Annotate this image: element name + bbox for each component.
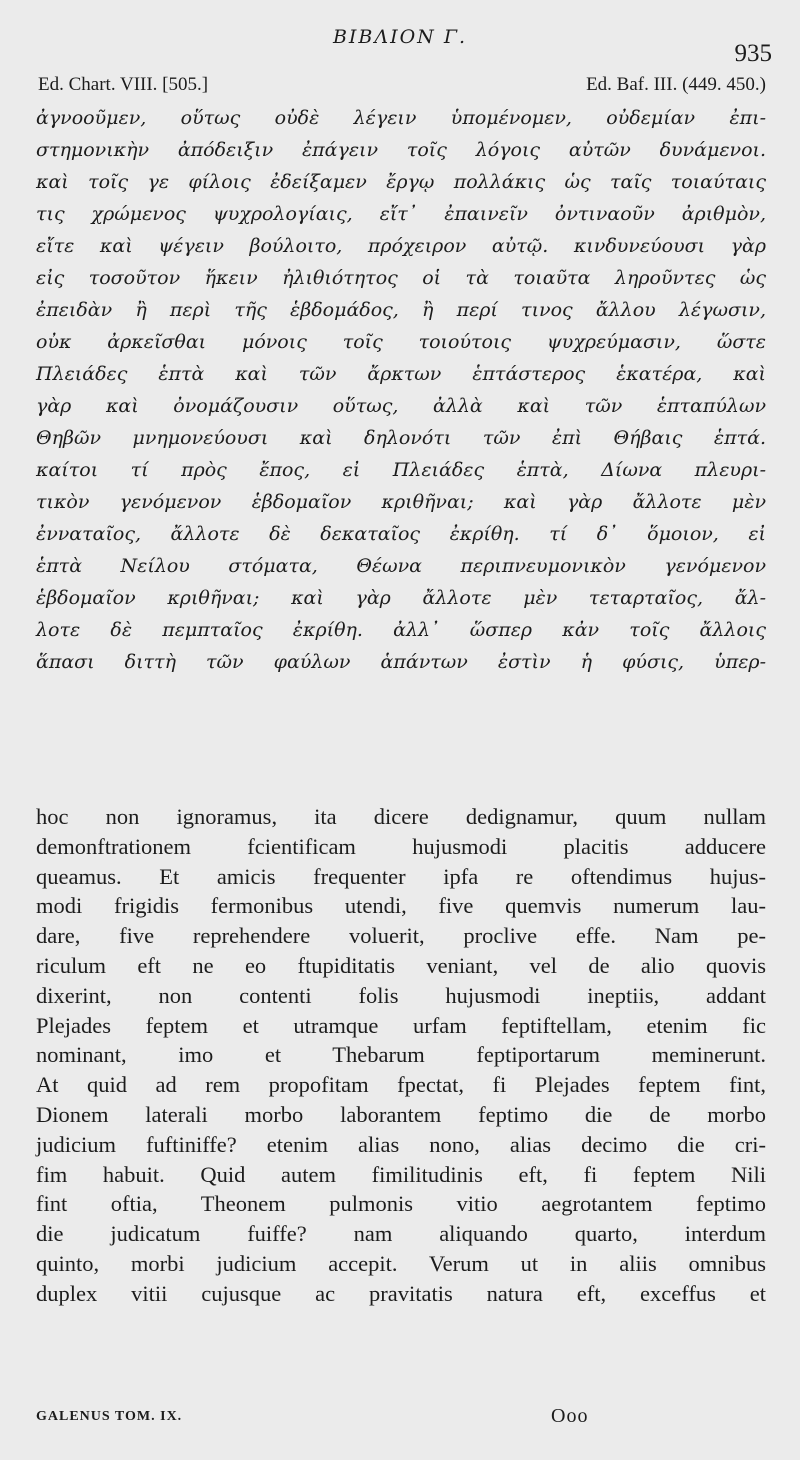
- greek-line: ἀγνοοῦμεν, οὕτως οὐδὲ λέγειν ὑπομένομεν, οὐδεμίαν ἐπι-: [36, 107, 766, 129]
- signature-mark: GALENUS TOM. IX.: [36, 1409, 183, 1424]
- greek-line: ἐνναταῖος, ἄλλοτε δὲ δεκαταῖος ἐκρίθη. τί δ᾽ ὅμοιον, εἰ: [36, 523, 766, 545]
- latin-line: hoc non ignoramus, ita dicere dedignamur, quum nullam: [36, 804, 766, 829]
- latin-line: Dionem laterali morbo laborantem feptimo die de morbo: [36, 1101, 766, 1127]
- latin-line: riculum eft ne eo ftupiditatis veniant, vel de alio quovis: [36, 952, 766, 978]
- greek-line: Θηβῶν μνημονεύουσι καὶ δηλονότι τῶν ἐπὶ Θήβαις ἑπτά.: [36, 427, 766, 449]
- greek-line: εἰς τοσοῦτον ἥκειν ἠλιθιότητος οἱ τὰ τοιαῦτα ληροῦντες ὡς: [36, 267, 766, 289]
- greek-line: στημονικὴν ἀπόδειξιν ἐπάγειν τοῖς λόγοις αὐτῶν δυνάμενοι.: [36, 139, 766, 161]
- greek-line: Πλειάδες ἑπτὰ καὶ τῶν ἄρκτων ἑπτάστερος ἑκατέρα, καὶ: [36, 363, 766, 385]
- greek-line: εἴτε καὶ ψέγειν βούλοιτο, πρόχειρον αὐτῷ. κινδυνεύουσι γὰρ: [36, 235, 766, 257]
- latin-line: judicium fuftiniffe? etenim alias nono, alias decimo die cri-: [36, 1131, 766, 1157]
- latin-line: demonftrationem fcientificam hujusmodi placitis adducere: [36, 833, 766, 859]
- latin-line: At quid ad rem propofitam fpectat, fi Plejades feptem fint,: [36, 1072, 766, 1098]
- latin-line: die judicatum fuiffe? nam aliquando quarto, interdum: [36, 1221, 766, 1247]
- latin-line: fint oftia, Theonem pulmonis vitio aegrotantem feptimo: [36, 1191, 766, 1217]
- greek-line: ἑπτὰ Νείλου στόματα, Θέωνα περιπνευμονικὸν γενόμενον: [36, 555, 766, 577]
- latin-line: duplex vitii cujusque ac pravitatis natura eft, exceffus et: [36, 1280, 766, 1306]
- edition-chartier-ref: Ed. Chart. VIII. [505.]: [38, 74, 209, 95]
- edition-references: [38, 74, 766, 96]
- greek-line: οὐκ ἀρκεῖσθαι μόνοις τοῖς τοιούτοις ψυχρεύμασιν, ὥστε: [36, 331, 766, 353]
- greek-line: λοτε δὲ πεμπταῖος ἐκρίθη. ἀλλ᾽ ὥσπερ κἀν τοῖς ἄλλοις: [36, 619, 766, 641]
- greek-line: τικὸν γενόμενον ἑβδομαῖον κριθῆναι; καὶ γὰρ ἄλλοτε μὲν: [36, 491, 766, 513]
- latin-line: quinto, morbi judicium accepit. Verum ut in aliis omnibus: [36, 1250, 766, 1276]
- greek-line: καὶ τοῖς γε φίλοις ἐδείξαμεν ἔργῳ πολλάκις ὡς ταῖς τοιαύταις: [36, 171, 766, 193]
- running-head: ΒΙΒΛΙΟΝ Γ.: [332, 26, 468, 48]
- greek-text-block: [36, 102, 766, 678]
- greek-line: ἑβδομαῖον κριθῆναι; καὶ γὰρ ἄλλοτε μὲν τεταρταῖος, ἄλ-: [36, 587, 766, 609]
- latin-line: nominant, imo et Thebarum feptiportarum meminerunt.: [36, 1042, 766, 1068]
- gathering-mark: Ooo: [551, 1405, 589, 1427]
- greek-line: ἅπασι διττὴ τῶν φαύλων ἁπάντων ἐστὶν ἡ φύσις, ὑπερ-: [36, 651, 766, 673]
- page-number: 935: [734, 40, 772, 67]
- latin-line: dare, five reprehendere voluerit, proclive effe. Nam pe-: [36, 923, 766, 949]
- greek-line: τις χρώμενος ψυχρολογίαις, εἴτ᾽ ἐπαινεῖν ὀντιναοῦν ἀριθμὸν,: [36, 203, 766, 225]
- latin-text-block: [36, 802, 766, 1309]
- latin-line: modi frigidis fermonibus utendi, five quemvis numerum lau-: [36, 893, 766, 919]
- greek-line: γὰρ καὶ ὀνομάζουσιν οὕτως, ἀλλὰ καὶ τῶν ἑπταπύλων: [36, 395, 766, 417]
- latin-line: queamus. Et amicis frequenter ipfa re oftendimus hujus-: [36, 863, 766, 889]
- greek-line: ἐπειδὰν ἢ περὶ τῆς ἑβδομάδος, ἢ περί τινος ἄλλου λέγωσιν,: [36, 299, 766, 321]
- greek-line: καίτοι τί πρὸς ἔπος, εἰ Πλειάδες ἑπτὰ, Δίωνα πλευρι-: [36, 459, 766, 481]
- latin-line: Plejades feptem et utramque urfam feptiftellam, etenim fic: [36, 1012, 766, 1038]
- latin-line: fim habuit. Quid autem fimilitudinis eft, fi feptem Nili: [36, 1161, 766, 1187]
- latin-line: dixerint, non contenti folis hujusmodi ineptiis, addant: [36, 982, 766, 1008]
- edition-basel-ref: Ed. Baf. III. (449. 450.): [586, 74, 766, 95]
